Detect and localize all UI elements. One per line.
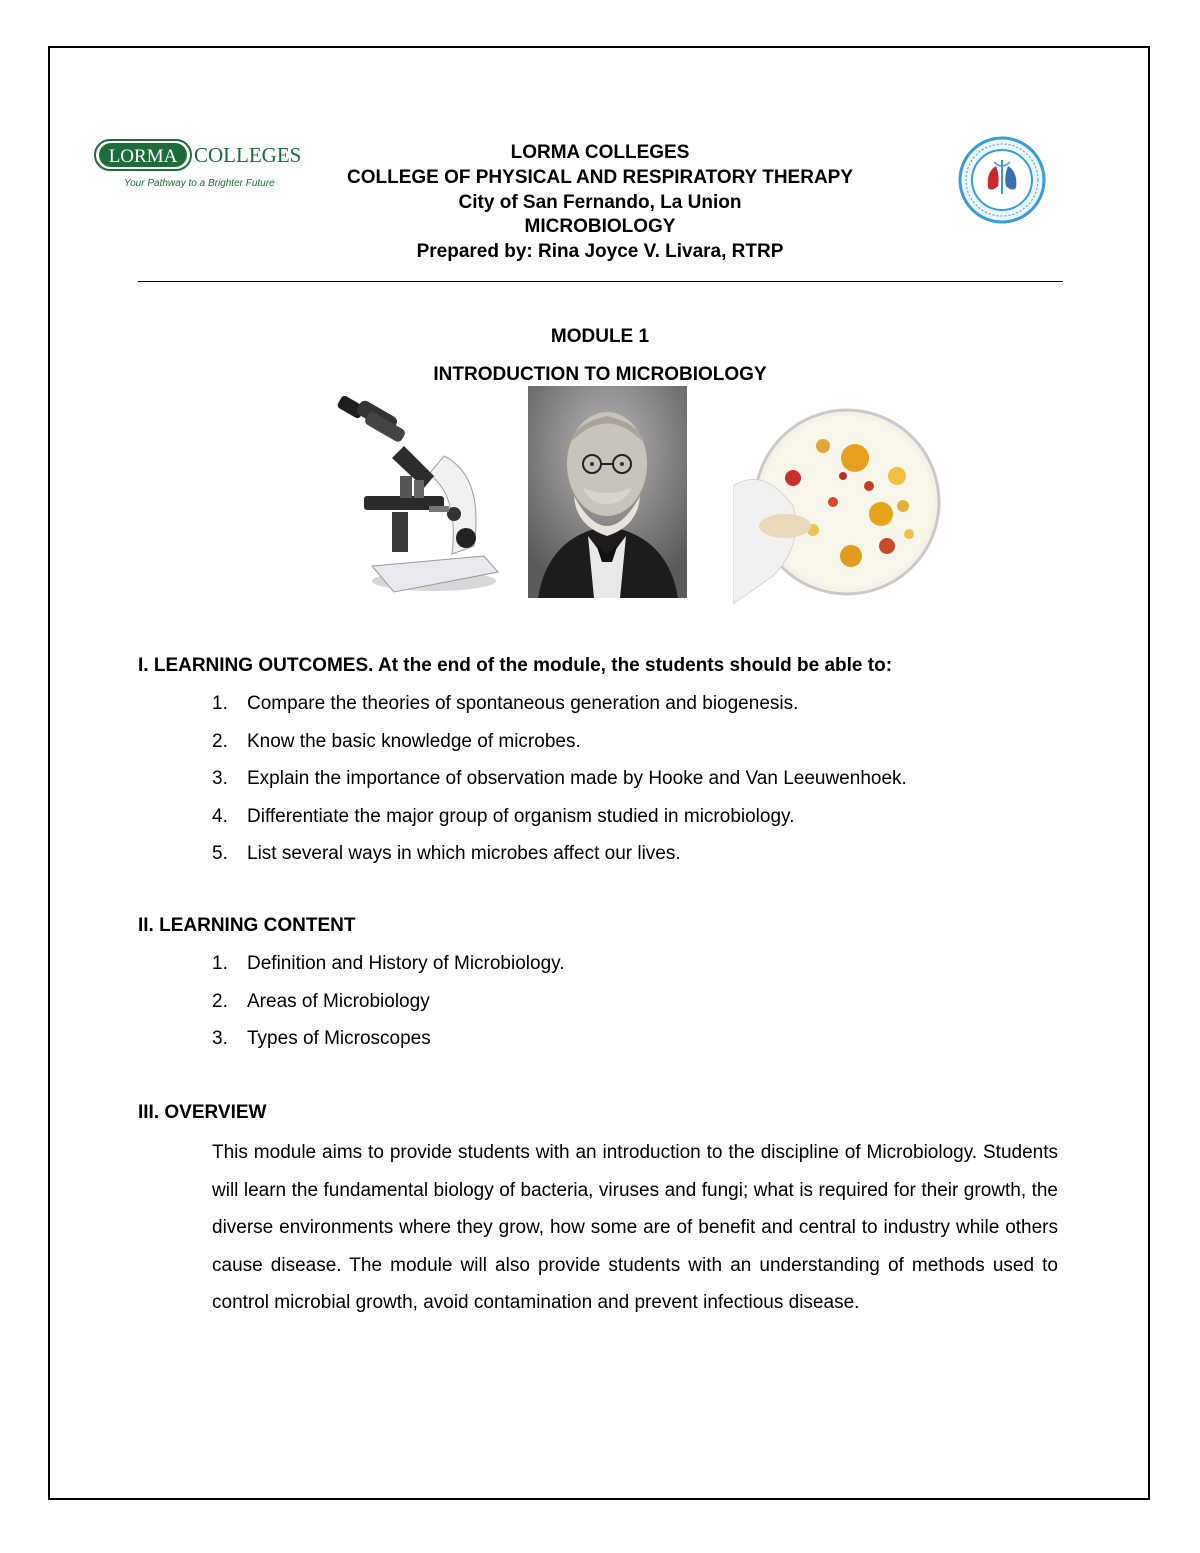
document-header: [250, 141, 950, 265]
prepared-by: Prepared by: Rina Joyce V. Livara, RTRP: [416, 241, 784, 263]
microscope-image: [334, 396, 504, 602]
overview-paragraph: This module aims to provide students with an introduction to the discipline of Microbiology. Students will learn the fundamental biology of bacteria, viruses and fungi; what is required for their growth, the diverse environments where they grow, how some are of benefit and central to industry while others cause disease. The module will also provide students with an understanding of methods used to control microbial growth, avoid contamination and prevent infectious disease.: [212, 1142, 1058, 1314]
svg-text:Your Pathway to a Brighter Fut: Your Pathway to a Brighter Future: [124, 178, 275, 189]
learning-outcomes-list: [212, 692, 907, 880]
module-title: INTRODUCTION TO MICROBIOLOGY: [433, 364, 767, 385]
list-item: 2. Know the basic knowledge of microbes.: [212, 730, 581, 752]
learning-content-list: [212, 952, 565, 1065]
location: City of San Fernando, La Union: [458, 191, 742, 213]
college-seal-logo: [958, 136, 1046, 224]
scientist-portrait-image: [528, 386, 687, 598]
subject-name: MICROBIOLOGY: [524, 216, 676, 238]
list-item: 5. List several ways in which microbes affect our lives.: [212, 843, 681, 864]
header-divider: [138, 281, 1063, 282]
learning-outcomes-heading: I. LEARNING OUTCOMES. At the end of the module, the students should be able to:: [138, 655, 893, 676]
module-number: MODULE 1: [550, 326, 650, 347]
petri-dish-image: [733, 406, 945, 604]
svg-text:LORMA: LORMA: [108, 146, 178, 167]
module-title-block: [250, 318, 950, 394]
college-name: COLLEGE OF PHYSICAL AND RESPIRATORY THERAPY: [346, 166, 854, 188]
institution-name: LORMA COLLEGES: [510, 142, 690, 163]
svg-text:COLLEGES: COLLEGES: [194, 143, 302, 167]
list-item: 3. Explain the importance of observation made by Hooke and Van Leeuwenhoek.: [212, 768, 907, 789]
list-item: 3. Types of Microscopes: [212, 1028, 431, 1049]
list-item: 1. Compare the theories of spontaneous generation and biogenesis.: [212, 693, 799, 714]
overview-heading: III. OVERVIEW: [138, 1102, 267, 1123]
learning-content-heading: II. LEARNING CONTENT: [138, 915, 356, 936]
list-item: 4. Differentiate the major group of organism studied in microbiology.: [212, 805, 795, 827]
list-item: 2. Areas of Microbiology: [212, 990, 430, 1012]
list-item: 1. Definition and History of Microbiology.: [212, 953, 565, 974]
